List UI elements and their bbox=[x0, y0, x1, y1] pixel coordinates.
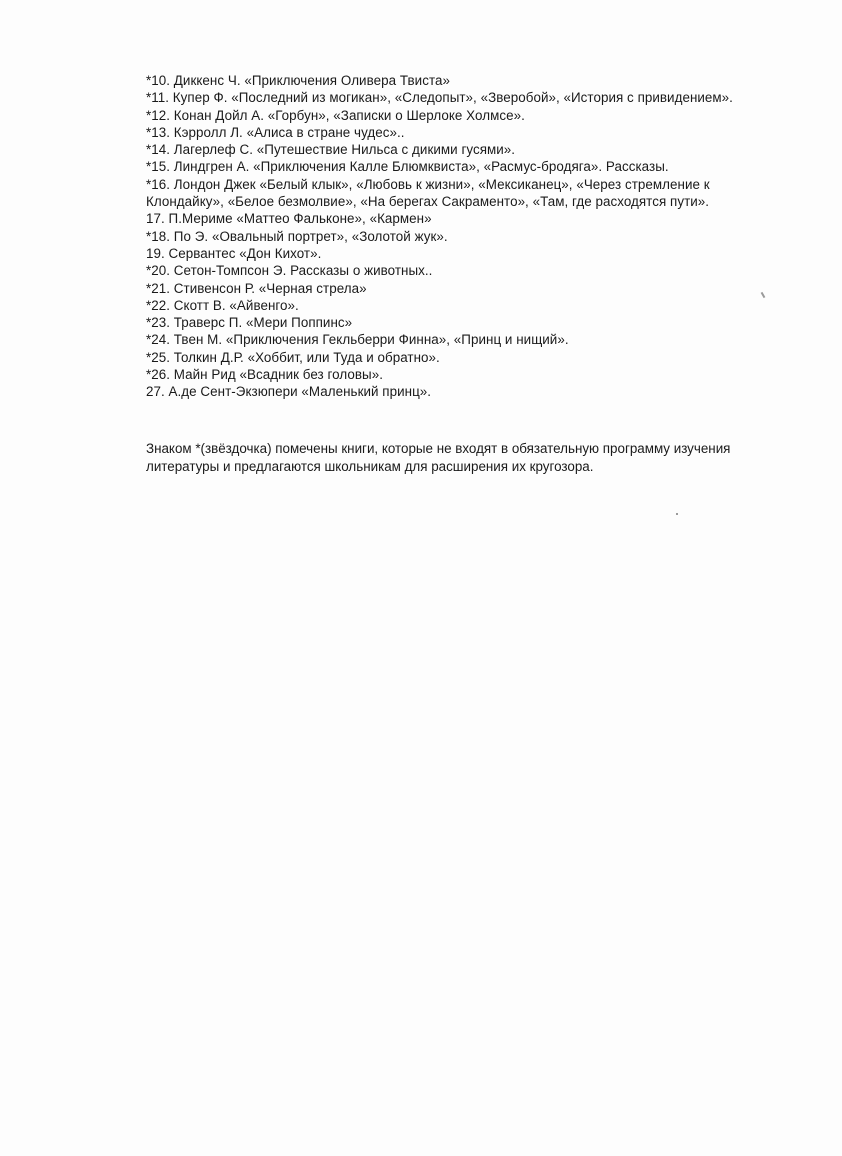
scan-speck bbox=[676, 513, 678, 515]
list-item: *24. Твен М. «Приключения Гекльберри Финна», «Принц и нищий». bbox=[146, 332, 569, 348]
list-item: *21. Стивенсон Р. «Черная стрела» bbox=[146, 280, 367, 296]
list-item: 27. А.де Сент-Экзюпери «Маленький принц». bbox=[146, 384, 432, 400]
list-item: 17. П.Мериме «Маттео Фальконе», «Кармен» bbox=[146, 211, 432, 227]
list-item: *11. Купер Ф. «Последний из могикан», «Следопыт», «Зверобой», «История с привидением». bbox=[146, 90, 733, 106]
list-item: 19. Сервантес «Дон Кихот». bbox=[146, 245, 322, 261]
footnote-paragraph: Знаком *(звёздочка) помечены книги, которые не входят в обязательную программу изучения литературы и предлагаются школьникам для расширения их кругозора. bbox=[146, 441, 731, 474]
list-item: *20. Сетон-Томпсон Э. Рассказы о животных.. bbox=[146, 263, 433, 279]
list-item: *14. Лагерлеф С. «Путешествие Нильса с дикими гусями». bbox=[146, 142, 516, 158]
list-item: *15. Линдгрен А. «Приключения Калле Блюмквиста», «Расмус-бродяга». Рассказы. bbox=[146, 159, 669, 175]
list-item: *25. Толкин Д.Р. «Хоббит, или Туда и обратно». bbox=[146, 349, 440, 365]
list-item: *12. Конан Дойл А. «Горбун», «Записки о Шерлоке Холмсе». bbox=[146, 107, 525, 123]
list-item: *10. Диккенс Ч. «Приключения Оливера Твиста» bbox=[146, 73, 450, 88]
list-item: *18. По Э. «Овальный портрет», «Золотой жук». bbox=[146, 228, 448, 244]
reading-list bbox=[146, 72, 766, 401]
list-item: *22. Скотт В. «Айвенго». bbox=[146, 297, 299, 313]
list-item: *26. Майн Рид «Всадник без головы». bbox=[146, 367, 383, 383]
list-item: *16. Лондон Джек «Белый клык», «Любовь к жизни», «Мексиканец», «Через стремление к Клондайку», «Белое безмолвие», «На берегах Сакраменто», «Там, где расходятся пути». bbox=[146, 176, 714, 210]
list-item: *13. Кэрролл Л. «Алиса в стране чудес».. bbox=[146, 124, 405, 140]
list-item: *23. Траверс П. «Мери Поппинс» bbox=[146, 315, 353, 331]
